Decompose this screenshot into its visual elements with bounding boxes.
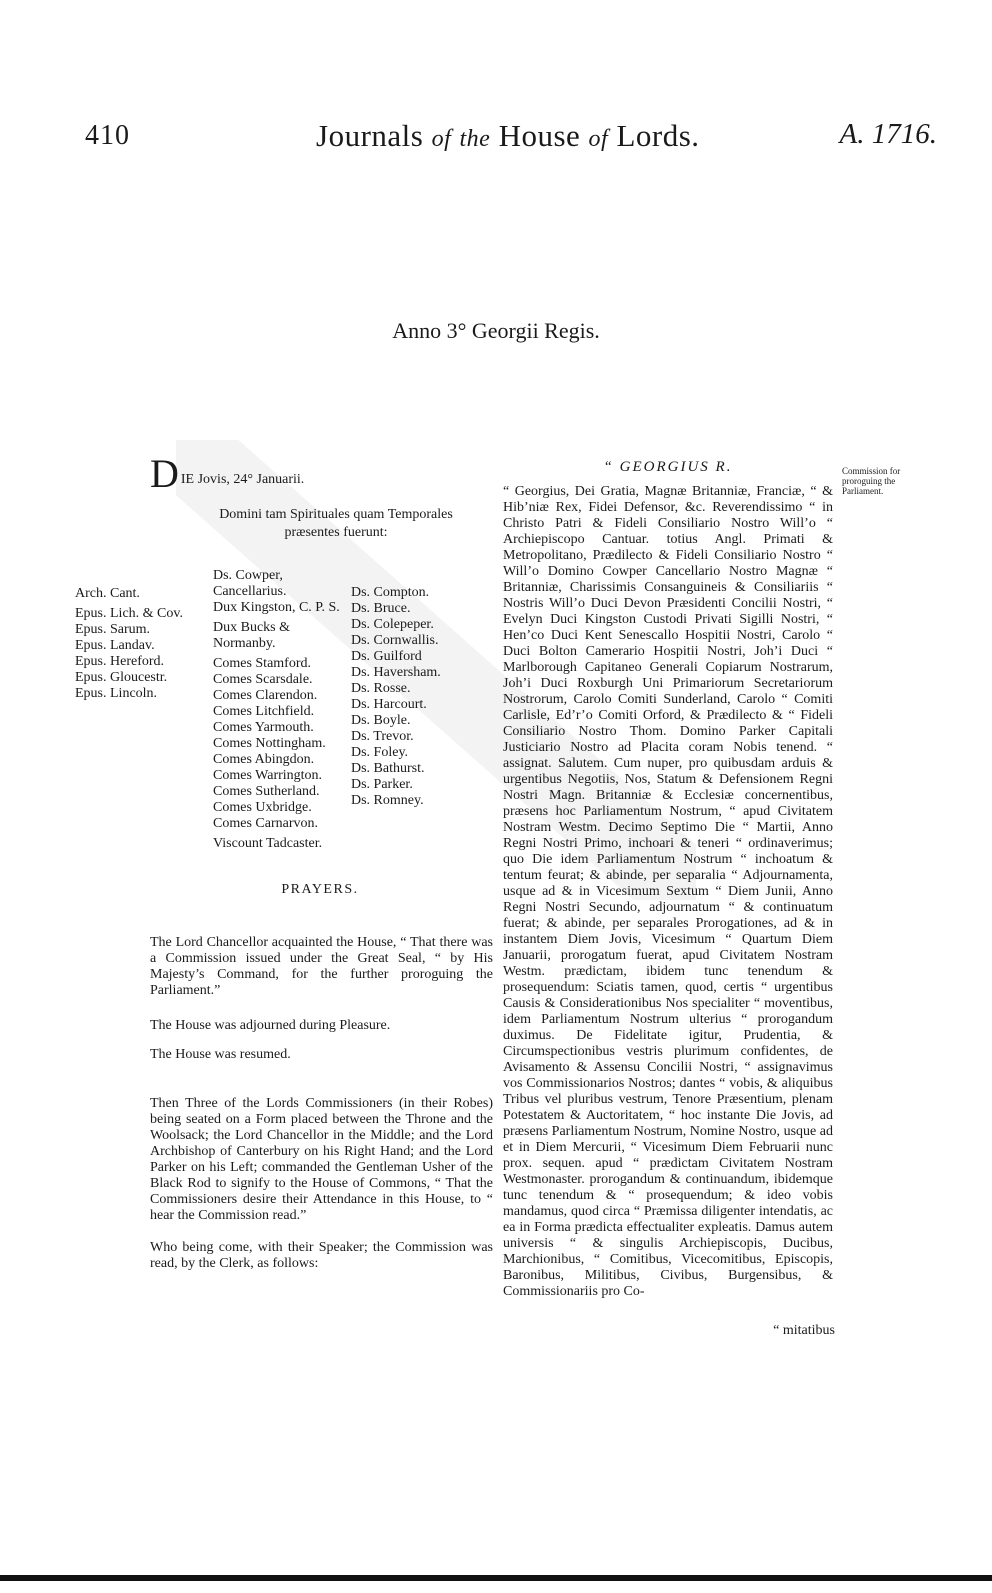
list-item: Ds. Trevor. [351, 729, 414, 744]
list-item: Comes Yarmouth. [213, 720, 314, 735]
paragraph: The Lord Chancellor acquainted the House, “ That there was a Commission issued under the Great Seal, “ by His Majesty’s Command, for the further proroguing the Parliament.” [150, 935, 493, 998]
list-item: Epus. Sarum. [75, 622, 151, 637]
list-item: Epus. Lich. & Cov. [75, 606, 183, 621]
dateline-text: IE Jovis, 24° Januarii. [180, 472, 305, 487]
paragraph: The House was adjourned during Pleasure. [150, 1018, 391, 1033]
list-item: Ds. Cowper, Cancellarius. [213, 568, 287, 599]
list-item: Epus. Landav. [75, 638, 155, 653]
list-item: Dux Bucks & Normanby. [213, 620, 290, 651]
title-word: of [588, 126, 609, 152]
list-item: Comes Litchfield. [213, 704, 315, 719]
list-item: Comes Warrington. [213, 768, 323, 783]
title-word: Lords. [616, 118, 700, 153]
paragraph: The House was resumed. [150, 1047, 291, 1062]
page-number: 410 [85, 120, 130, 151]
list-item: Ds. Romney. [351, 793, 424, 808]
list-item: Ds. Parker. [351, 777, 413, 792]
list-item: Ds. Haversham. [351, 665, 441, 680]
list-item: Ds. Guilford [351, 649, 422, 664]
list-item: Comes Uxbridge. [213, 800, 312, 815]
session-heading: Anno 3° Georgii Regis. [392, 318, 600, 343]
list-item: Ds. Colepeper. [351, 617, 434, 632]
title-word: Journals [316, 118, 424, 153]
list-item: Comes Carnarvon. [213, 816, 318, 831]
bottom-rule [0, 1575, 992, 1581]
list-item: Arch. Cant. [75, 586, 140, 601]
catchword: “ mitatibus [773, 1323, 835, 1338]
list-item: Comes Abingdon. [213, 752, 315, 767]
list-item: Ds. Bruce. [351, 601, 411, 616]
list-item: Comes Stamford. [213, 656, 311, 671]
page-year: A. 1716. [839, 118, 937, 150]
title-word: House [498, 118, 581, 153]
paragraph: Then Three of the Lords Commissioners (in their Robes) being seated on a Form placed between the Throne and the Woolsack; the Lord Chancellor in the Middle; and the Lord Archbishop of Canterbury on his Right Hand; and the Lord Parker on his Left; commanded the Gentleman Usher of the Black Rod to signify to the House of Commons, “ That the Commissioners desire their Attendance in this House, to “ hear the Commission read.” [150, 1096, 493, 1223]
barons-list [351, 585, 461, 809]
list-item: Viscount Tadcaster. [213, 836, 323, 851]
list-item: Epus. Hereford. [75, 654, 165, 669]
commission-text: “ Georgius, Dei Gratia, Magnæ Britanniæ, Franciæ, “ & Hib’niæ Rex, Fidei Defensor, &c. Reverendissimo “ in Christo Patri & Fideli Consiliario Nostro Will’o “ Archiepiscopo Cantuar. totius Angl. Primati & Metropolitano, Prædilecto & Fideli Consiliario Nostro “ Will’o Domino Cowper Cancellario Nostro Magnæ “ Britanniæ, Charissimis Consanguineis & Consiliariis “ Nostris Will’o Duci Devon Præsidenti Concilii Nostri, “ Evelyn Duci Kingston Custodi Privati Sigilli Nostri, “ Hen’co Duci Kent Senescallo Hospitii Nostri, Carolo “ Duci Bolton Camerario Hospitii Nostri, Joh’i Duci “ Marlborough Capitaneo Generali Copiarum Nostrarum, Joh’i Duci Roxburgh Uni Primariorum Secretariorum Nostrorum, Carolo Comiti Sunderland, Carolo “ Comiti Carlisle, Ed’r’o Comiti Orford, & Prædilecto & “ Fideli Consiliario Nostro Thom. Domino Parker Capitali Justiciario Nostro ad Placita coram Nobis tenend. “ assignat. Salutem. Cum nuper, pro quibusdam arduis & urgentibus Negotiis, Nos, Statum & Defensionem Regni Nostri Magn. Britanniæ & Ecclesiæ concernentibus, præsens hoc Parliamentum Nostrum, “ apud Civitatem Nostram Westm. Decimo Septimo Die “ Martii, Anno Regni Nostri Primo, inchoari & teneri “ ordinaverimus; quo Die idem Parliamentum Nostrum “ inchoatum & tentum feurat; & abinde, per separalia “ Adjournamenta, usque ad & in Vicesimum Sextum “ Diem Junii, Anno Regni Nostri Secundo, adjournatum “ & continuatum fuerat; & abinde, per separales Prorogationes, ad & in instantem Diem Jovis, Vicesimum “ Quartum Diem Januarii, prorogatum fuerat, apud Civitatem Nostram Westm. prædictam, ibidem tunc tenendum & prosequendum: Sciatis tamen, quod, certis “ urgentibus Causis & Considerationibus Nos specialiter “ moventibus, idem Parliamentum Nostrum ulterius “ prorogandum duximus. De Fidelitate igitur, Prudentia, & Circumspectionibus vestris plurimum confidentes, de Avisamento & Assensu Concilii Nostri, “ assignavimus vos Commissionarios Nostros; dantes “ vobis, & aliquibus Tribus vel pluribus vestrum, Tenore Præsentium, plenam Potestatem & Auctoritatem, “ hoc instante Die Jovis, ad præsens Parliamentum Nostrum, Nomine Nostro, usque ad et in Diem Mercurii, “ Vicesimum Diem Februarii nunc prox. sequen. apud “ prædictam Civitatem Nostram Westmonaster. prorogandum & continuandum, ibidemque tunc tenendum & “ prosequendum; & ideo vobis mandamus, quod circa “ Præmissa diligenter intendatis, ac ea in Forma prædicta effectualiter expleatis. Damus autem universis “ & singulis Archiepiscopis, Ducibus, Marchionibus, “ Comitibus, Vicecomitibus, Episcopis, Baronibus, Militibus, Civibus, Burgensibus, & Commissionariis pro Co- [503, 484, 833, 1299]
list-item: Ds. Harcourt. [351, 697, 427, 712]
list-item: Ds. Rosse. [351, 681, 411, 696]
lords-temporal-list [213, 568, 355, 852]
title-word: the [459, 126, 491, 152]
commission-title: “ GEORGIUS R. [603, 459, 733, 475]
title-word: of [431, 126, 452, 152]
attendance-heading: Domini tam Spirituales quam Temporales præsentes fuerunt: [219, 507, 453, 540]
prayers-heading: PRAYERS. [281, 882, 359, 897]
list-item: Ds. Foley. [351, 745, 409, 760]
drop-cap: D [150, 451, 179, 496]
lords-spiritual-list [75, 586, 215, 702]
margin-note: Commission for proroguing the Parliament. [842, 466, 901, 496]
list-item: Comes Sutherland. [213, 784, 320, 799]
commission-column [503, 459, 833, 1300]
list-item: Ds. Boyle. [351, 713, 411, 728]
list-item: Epus. Lincoln. [75, 686, 158, 701]
dateline [150, 451, 305, 496]
list-item: Comes Scarsdale. [213, 672, 313, 687]
list-item: Ds. Bathurst. [351, 761, 425, 776]
list-item: Dux Kingston, C. P. S. [213, 600, 340, 615]
list-item: Epus. Gloucestr. [75, 670, 168, 685]
paragraph: Who being come, with their Speaker; the Commission was read, by the Clerk, as follows: [150, 1240, 493, 1271]
page-title [316, 118, 700, 154]
list-item: Comes Clarendon. [213, 688, 318, 703]
list-item: Ds. Cornwallis. [351, 633, 439, 648]
list-item: Comes Nottingham. [213, 736, 326, 751]
list-item: Ds. Compton. [351, 585, 430, 600]
